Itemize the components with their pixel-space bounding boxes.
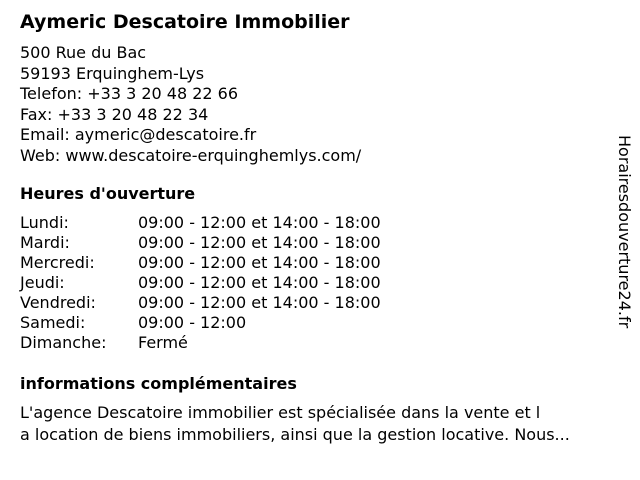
fax-number: Fax: +33 3 20 48 22 34 — [20, 104, 209, 124]
time-value: 09:00 - 12:00 et 14:00 - 18:00 — [138, 273, 381, 292]
day-label: Mercredi: — [20, 253, 95, 272]
hours-row-saturday — [20, 313, 381, 333]
opening-hours-table — [20, 213, 381, 353]
company-name: Aymeric Descatoire Immobilier — [20, 11, 350, 33]
hours-row-friday — [20, 293, 381, 313]
time-value: Fermé — [138, 333, 188, 352]
time-value: 09:00 - 12:00 et 14:00 - 18:00 — [138, 253, 381, 272]
website-url: Web: www.descatoire-erquinghemlys.com/ — [20, 145, 362, 165]
hours-row-thursday — [20, 273, 381, 293]
day-label: Dimanche: — [20, 333, 107, 352]
contact-info — [20, 43, 361, 166]
hours-row-monday — [20, 213, 381, 233]
email-address: Email: aymeric@descatoire.fr — [20, 125, 257, 144]
hours-row-wednesday — [20, 253, 381, 273]
address-street: 500 Rue du Bac — [20, 43, 147, 62]
day-label: Samedi: — [20, 313, 86, 332]
hours-row-tuesday — [20, 233, 381, 253]
day-label: Jeudi: — [20, 273, 65, 292]
hours-row-sunday — [20, 333, 381, 353]
opening-hours-heading: Heures d'ouverture — [20, 184, 196, 203]
time-value: 09:00 - 12:00 et 14:00 - 18:00 — [138, 233, 381, 252]
description-line: L'agence Descatoire immobilier est spécialisée dans la vente et l — [20, 403, 541, 422]
description-line: a location de biens immobiliers, ainsi que la gestion locative. Nous... — [20, 425, 570, 444]
day-label: Vendredi: — [20, 293, 96, 312]
time-value: 09:00 - 12:00 et 14:00 - 18:00 — [138, 293, 381, 312]
address-city: 59193 Erquinghem-Lys — [20, 63, 205, 83]
phone-number: Telefon: +33 3 20 48 22 66 — [20, 84, 239, 103]
day-label: Mardi: — [20, 233, 70, 252]
time-value: 09:00 - 12:00 — [138, 313, 247, 332]
site-watermark: Horairesdouverture24.fr — [615, 135, 634, 329]
time-value: 09:00 - 12:00 et 14:00 - 18:00 — [138, 213, 381, 232]
day-label: Lundi: — [20, 213, 69, 232]
additional-info-heading: informations complémentaires — [20, 374, 297, 393]
description-text — [20, 402, 620, 446]
